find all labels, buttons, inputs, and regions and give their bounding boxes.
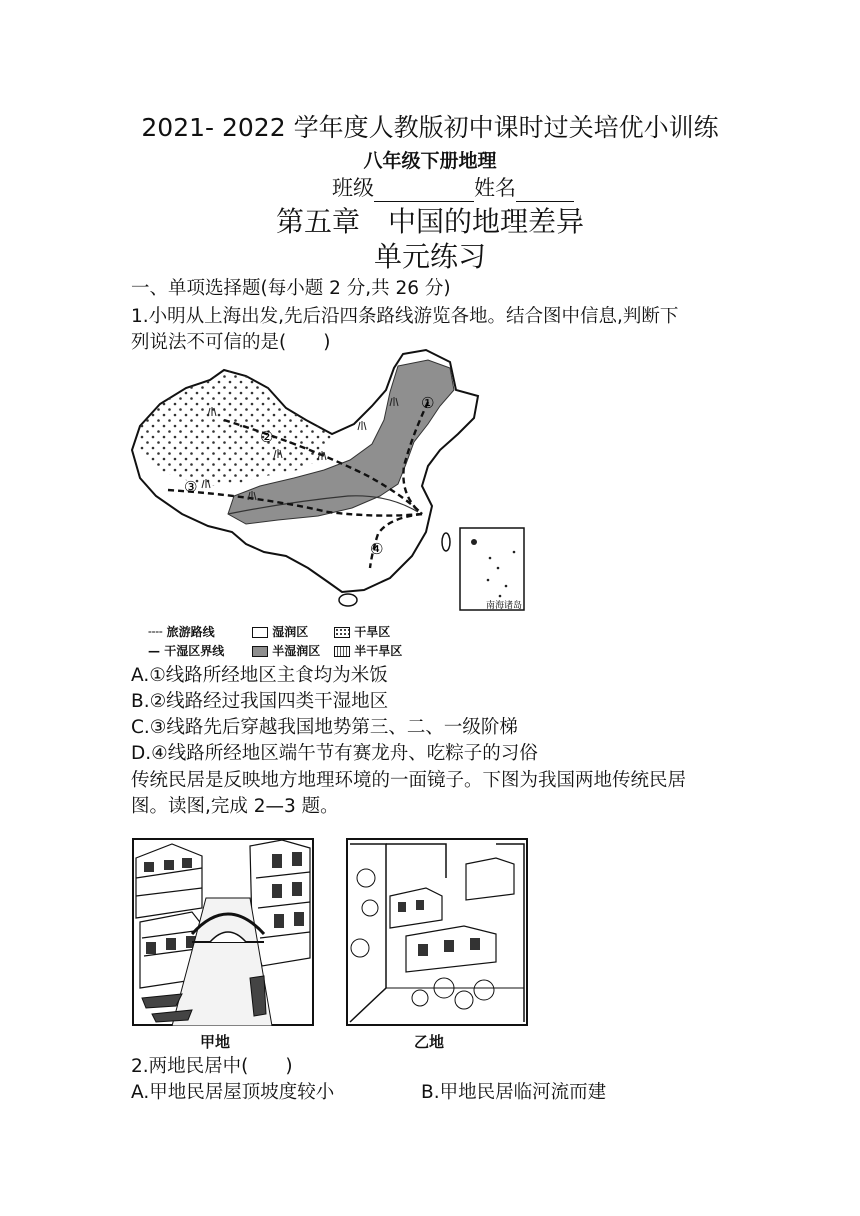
section-heading: 一、单项选择题(每小题 2 分,共 26 分) [131, 278, 451, 299]
q2-option-b[interactable]: B.甲地民居临河流而建 [421, 1082, 607, 1103]
legend-humid-label: 湿润区 [272, 625, 309, 639]
q2-stem: 2.两地民居中( ) [131, 1056, 293, 1077]
route-label-4: ④ [370, 540, 384, 558]
legend-route-label: 旅游路线 [166, 625, 215, 639]
caption-jia: 甲地 [200, 1033, 231, 1051]
china-dry-humid-map [128, 346, 528, 618]
route-label-2: ② [260, 428, 274, 446]
legend-semi-humid-label: 半湿润区 [272, 644, 321, 658]
name-label: 姓名 [474, 176, 516, 200]
passage-line2: 图。读图,完成 2—3 题。 [131, 796, 339, 817]
chapter-title: 第五章 中国的地理差异 [275, 205, 584, 238]
legend-semi-humid [252, 642, 320, 659]
class-blank[interactable] [374, 181, 474, 202]
legend-semi-humid-swatch [252, 646, 268, 657]
passage-line1: 传统民居是反映地方地理环境的一面镜子。下图为我国两地传统民居 [131, 770, 687, 791]
legend-route-symbol: ╌╌ [148, 625, 163, 639]
dwelling-figure-yi [346, 838, 528, 1026]
class-name-line [332, 172, 574, 202]
q1-option-d[interactable]: D.④线路所经地区端午节有赛龙舟、吃粽子的习俗 [131, 743, 538, 764]
route-label-3: ③ [184, 478, 198, 496]
legend-boundary [148, 642, 224, 659]
route-label-1: ① [421, 394, 435, 412]
class-label: 班级 [332, 176, 374, 200]
legend-humid [252, 623, 308, 640]
inset-frame [460, 528, 524, 610]
name-blank[interactable] [516, 181, 574, 202]
legend-semi-arid [334, 642, 402, 659]
q1-stem-line1: 1.小明从上海出发,先后沿四条路线游览各地。结合图中信息,判断下 [131, 306, 679, 327]
caption-yi: 乙地 [414, 1033, 445, 1051]
q1-option-b[interactable]: B.②线路经过我国四类干湿地区 [131, 691, 389, 712]
legend-humid-swatch [252, 627, 268, 638]
legend-boundary-label: 干湿区界线 [164, 644, 225, 658]
subject-title: 八年级下册地理 [363, 150, 497, 172]
legend-arid-label: 干旱区 [354, 625, 391, 639]
q2-option-a[interactable]: A.甲地民居屋顶坡度较小 [131, 1082, 335, 1103]
q1-option-c[interactable]: C.③线路先后穿越我国地势第三、二、一级阶梯 [131, 717, 518, 738]
legend-semi-arid-label: 半干旱区 [354, 644, 403, 658]
legend-arid-swatch [334, 627, 350, 638]
q1-stem-line2: 列说法不可信的是( ) [131, 332, 331, 353]
legend-boundary-symbol: — [148, 644, 160, 658]
inset-label: 南海诸岛 [486, 601, 523, 611]
legend-semi-arid-swatch [334, 646, 350, 657]
q1-option-a[interactable]: A.①线路所经地区主食均为米饭 [131, 665, 388, 686]
legend-arid [334, 623, 390, 640]
legend-route [148, 623, 215, 640]
dwelling-figure-jia [132, 838, 314, 1026]
unit-title: 单元练习 [373, 240, 486, 273]
worksheet-title: 2021- 2022 学年度人教版初中课时过关培优小训练 [141, 113, 719, 142]
